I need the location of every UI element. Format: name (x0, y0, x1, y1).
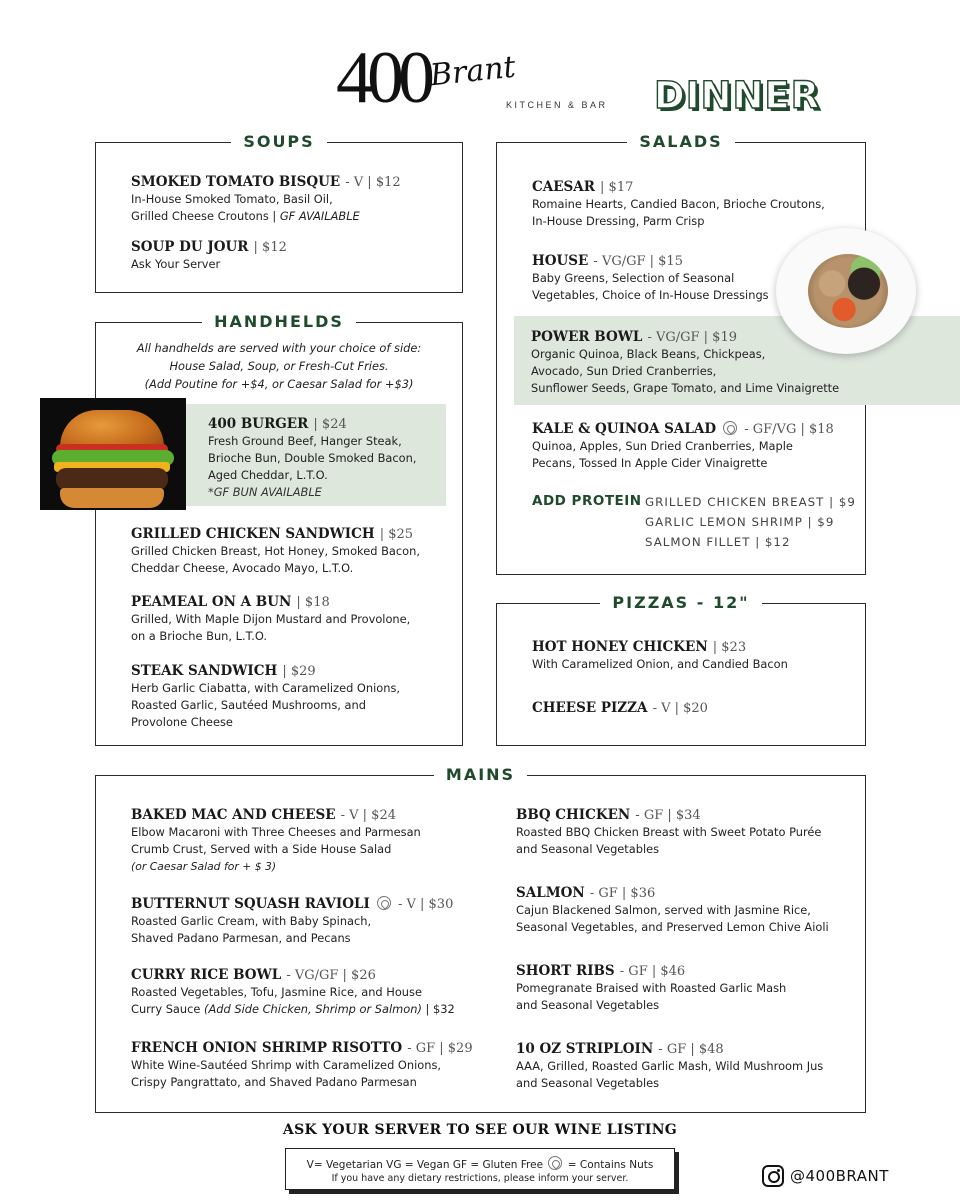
menu-item (131, 523, 452, 577)
item-desc: Roasted Garlic, Sautéed Mushrooms, and (131, 698, 366, 712)
item-name: GRILLED CHICKEN SANDWICH (131, 526, 375, 542)
item-desc: Crumb Crust, Served with a Side House Salad (131, 842, 392, 856)
item-desc: Avocado, Sun Dried Cranberries, (531, 364, 717, 378)
item-price: | $32 (421, 1002, 455, 1016)
menu-item (131, 1037, 501, 1091)
item-price: - V | $24 (340, 808, 396, 823)
item-price: | $23 (712, 640, 747, 655)
instagram-handle[interactable] (762, 1164, 889, 1188)
item-name: HOT HONEY CHICKEN (532, 639, 708, 655)
nut-icon (548, 1156, 562, 1170)
menu-item (532, 176, 855, 230)
item-name: BUTTERNUT SQUASH RAVIOLI (131, 896, 370, 912)
mains-title: MAINS (434, 765, 527, 784)
nut-icon (723, 421, 737, 435)
item-name: CHEESE PIZZA (532, 700, 648, 716)
item-desc: Pecans, Tossed In Apple Cider Vinaigrette (532, 456, 768, 470)
item-price: - VG/GF | $19 (647, 330, 737, 345)
nut-icon (377, 896, 391, 910)
item-desc: Romaine Hearts, Candied Bacon, Brioche Croutons, (532, 197, 825, 211)
item-desc: Roasted BBQ Chicken Breast with Sweet Potato Purée (516, 825, 822, 839)
menu-item (131, 660, 452, 731)
instagram-text: @400BRANT (790, 1167, 889, 1185)
item-desc: Fresh Ground Beef, Hanger Steak, (208, 434, 402, 448)
handhelds-intro: All handhelds are served with your choice of side: House Salad, Soup, or Fresh-Cut Fries. (Add Poutine for +$4, or Caesar Salad for +$3) (136, 341, 422, 391)
item-price: - V | $30 (397, 897, 454, 912)
power-bowl-image (776, 228, 916, 354)
logo-number: 400 (336, 37, 429, 119)
menu-item (208, 413, 452, 501)
protein-item: GARLIC LEMON SHRIMP | $9 (645, 515, 835, 529)
menu-item (516, 804, 861, 858)
item-desc: With Caramelized Onion, and Candied Bacon (532, 657, 788, 671)
menu-item (131, 171, 452, 225)
item-name: BAKED MAC AND CHEESE (131, 807, 336, 823)
item-desc: Brioche Bun, Double Smoked Bacon, (208, 451, 417, 465)
item-name: SOUP DU JOUR (131, 239, 249, 255)
item-name: FRENCH ONION SHRIMP RISOTTO (131, 1040, 403, 1056)
item-price: - GF | $48 (658, 1042, 724, 1057)
item-desc: Curry Sauce (131, 1002, 205, 1016)
menu-item (131, 964, 501, 1018)
item-name: HOUSE (532, 253, 589, 269)
item-desc: White Wine-Sautéed Shrimp with Caramelized Onions, (131, 1058, 442, 1072)
menu-item (131, 893, 491, 947)
item-desc: Pomegranate Braised with Roasted Garlic Mash (516, 981, 787, 995)
item-name: BBQ CHICKEN (516, 807, 631, 823)
item-price: - GF/VG | $18 (744, 422, 834, 437)
pizzas-section (496, 593, 866, 746)
item-price: - GF | $36 (589, 886, 656, 901)
item-desc: Seasonal Vegetables, and Preserved Lemon Chive Aioli (516, 920, 829, 934)
item-desc: Grilled, With Maple Dijon Mustard and Provolone, (131, 612, 411, 626)
item-price: - V | $20 (652, 701, 708, 716)
item-name: POWER BOWL (531, 329, 643, 345)
item-desc: Aged Cheddar, L.T.O. (208, 468, 328, 482)
legend-text: V= Vegetarian VG = Vegan GF = Gluten Free (306, 1159, 547, 1171)
item-price: - GF | $34 (635, 808, 701, 823)
item-desc: Ask Your Server (131, 257, 221, 271)
item-name: SALMON (516, 885, 585, 901)
item-name: PEAMEAL ON A BUN (131, 594, 292, 610)
item-desc: and Seasonal Vegetables (516, 998, 660, 1012)
item-desc: Crispy Pangrattato, and Shaved Padano Parmesan (131, 1075, 417, 1089)
item-price: - V | $12 (345, 175, 401, 190)
menu-item (131, 591, 452, 645)
item-desc: In-House Smoked Tomato, Basil Oil, (131, 192, 333, 206)
item-desc: and Seasonal Vegetables (516, 1076, 660, 1090)
item-price: | $17 (600, 180, 634, 195)
item-desc: Quinoa, Apples, Sun Dried Cranberries, Maple (532, 439, 793, 453)
item-desc: Shaved Padano Parmesan, and Pecans (131, 931, 351, 945)
salads-title: SALADS (627, 132, 734, 151)
item-desc: Roasted Vegetables, Tofu, Jasmine Rice, and House (131, 985, 422, 999)
item-desc: Organic Quinoa, Black Beans, Chickpeas, (531, 347, 766, 361)
instagram-icon (762, 1165, 784, 1187)
menu-item (131, 236, 452, 273)
item-desc: Baby Greens, Selection of Seasonal (532, 271, 735, 285)
restaurant-logo (330, 38, 630, 120)
item-desc: Vegetables, Choice of In-House Dressings (532, 288, 769, 302)
item-desc: AAA, Grilled, Roasted Garlic Mash, Wild Mushroom Jus (516, 1059, 824, 1073)
item-price: | $18 (296, 595, 330, 610)
item-note: GF AVAILABLE (279, 209, 360, 223)
item-desc: Sunflower Seeds, Grape Tomato, and Lime Vinaigrette (531, 381, 840, 395)
dietary-legend (285, 1148, 675, 1190)
item-desc: Herb Garlic Ciabatta, with Caramelized Onions, (131, 681, 401, 695)
item-name: SMOKED TOMATO BISQUE (131, 174, 341, 190)
menu-item (516, 882, 861, 936)
item-desc: Cheddar Cheese, Avocado Mayo, L.T.O. (131, 561, 354, 575)
menu-title: DINNER (654, 74, 821, 117)
legend-note: If you have any dietary restrictions, please inform your server. (331, 1173, 629, 1184)
menu-item (532, 418, 855, 472)
item-name: CURRY RICE BOWL (131, 967, 282, 983)
item-note: (or Caesar Salad for + $ 3) (131, 860, 277, 873)
item-price: - VG/GF | $15 (593, 254, 683, 269)
item-desc: Grilled Chicken Breast, Hot Honey, Smoked Bacon, (131, 544, 420, 558)
item-price: | $24 (313, 417, 347, 432)
wine-notice: ASK YOUR SERVER TO SEE OUR WINE LISTING (282, 1122, 678, 1138)
logo-script: Brant (428, 49, 518, 94)
pizzas-title: PIZZAS - 12" (600, 593, 761, 612)
item-note: (Add Side Chicken, Shrimp or Salmon) (204, 1002, 422, 1016)
item-desc: In-House Dressing, Parm Crisp (532, 214, 705, 228)
item-price: - GF | $46 (619, 964, 686, 979)
item-name: STEAK SANDWICH (131, 663, 278, 679)
logo-subtitle: KITCHEN & BAR (506, 100, 608, 110)
item-desc: on a Brioche Bun, L.T.O. (131, 629, 267, 643)
item-desc: Roasted Garlic Cream, with Baby Spinach, (131, 914, 372, 928)
menu-item (532, 697, 855, 717)
menu-item (131, 804, 491, 875)
protein-item: GRILLED CHICKEN BREAST | $9 (645, 495, 856, 509)
handhelds-title: HANDHELDS (202, 312, 356, 331)
burger-image (40, 398, 186, 510)
soups-section (95, 132, 463, 293)
item-price: - VG/GF | $26 (286, 968, 376, 983)
item-note: *GF BUN AVAILABLE (208, 485, 322, 499)
item-price: - GF | $29 (407, 1041, 473, 1056)
handhelds-section (95, 312, 463, 746)
item-desc: Provolone Cheese (131, 715, 233, 729)
menu-item (516, 1038, 861, 1092)
item-price: | $25 (379, 527, 414, 542)
item-name: CAESAR (532, 179, 595, 195)
item-price: | $29 (282, 664, 316, 679)
item-name: SHORT RIBS (516, 963, 615, 979)
item-desc: Elbow Macaroni with Three Cheeses and Parmesan (131, 825, 421, 839)
add-protein-label: ADD PROTEIN (532, 493, 642, 509)
item-price: | $12 (253, 240, 287, 255)
protein-item: SALMON FILLET | $12 (645, 535, 791, 549)
item-name: KALE & QUINOA SALAD (532, 421, 717, 437)
item-desc: Cajun Blackened Salmon, served with Jasmine Rice, (516, 903, 811, 917)
menu-item (532, 636, 855, 673)
menu-item (516, 960, 861, 1014)
item-desc: Grilled Cheese Croutons | (131, 209, 280, 223)
mains-section (95, 765, 866, 1113)
item-name: 10 OZ STRIPLOIN (516, 1041, 654, 1057)
legend-text: = Contains Nuts (564, 1159, 654, 1171)
soups-title: SOUPS (231, 132, 326, 151)
item-name: 400 BURGER (208, 416, 309, 432)
item-desc: and Seasonal Vegetables (516, 842, 660, 856)
